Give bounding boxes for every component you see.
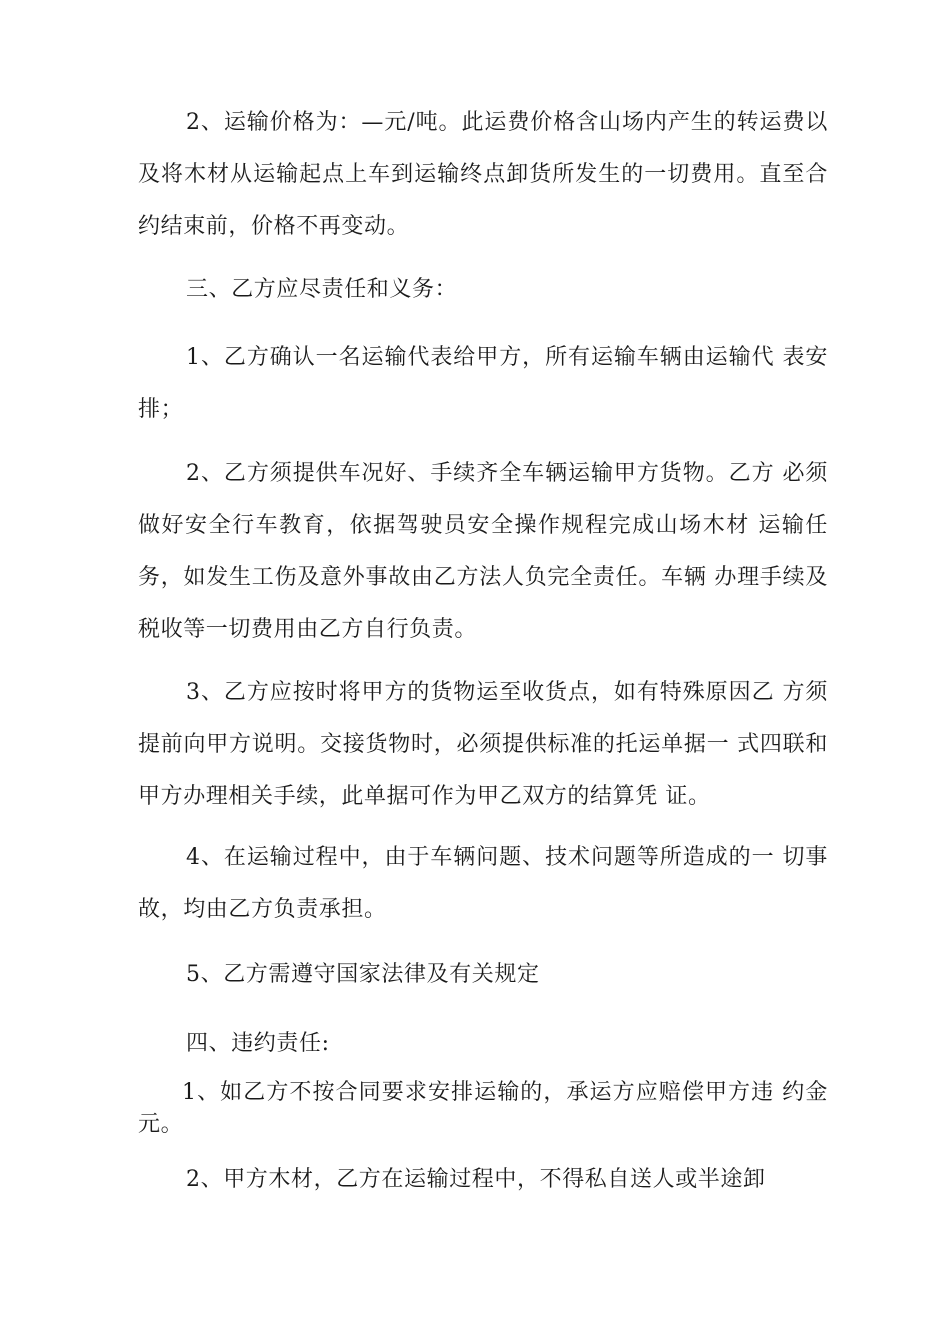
paragraph-timber-handling: 2、甲方木材，乙方在运输过程中，不得私自送人或半途卸	[186, 1167, 766, 1192]
paragraph-accident-liability: 4、在运输过程中，由于车辆问题、技术问题等所造成的一 切事故，均由乙方负责承担。	[138, 845, 828, 922]
heading-party-b-duties: 三、乙方应尽责任和义务：	[186, 277, 458, 302]
paragraph-vehicle-requirements: 2、乙方须提供车况好、手续齐全车辆运输甲方货物。乙方 必须做好安全行车教育，依据驾驶员安全操作规程完成山场木材 运输任务，如发生工伤及意外事故由乙方法人负完全责任。车辆 办理手续及税收等一切费用由乙方自行负责。	[138, 461, 828, 642]
paragraph-penalty: 1、如乙方不按合同要求安排运输的，承运方应赔偿甲方违 约金 元。	[138, 1080, 828, 1137]
paragraph-legal-compliance: 5、乙方需遵守国家法律及有关规定	[186, 962, 540, 987]
paragraph-transport-representative: 1、乙方确认一名运输代表给甲方，所有运输车辆由运输代 表安排；	[138, 345, 828, 422]
paragraph-transport-price: 2、运输价格为：—元/吨。此运费价格含山场内产生的转运费以及将木材从运输起点上车到运输终点卸货所发生的一切费用。直至合约结束前，价格不再变动。	[138, 110, 828, 239]
paragraph-delivery-timing: 3、乙方应按时将甲方的货物运至收货点，如有特殊原因乙 方须提前向甲方说明。交接货物时，必须提供标准的托运单据一 式四联和甲方办理相关手续，此单据可作为甲乙双方的结算凭 证。	[138, 680, 828, 809]
heading-breach-liability: 四、违约责任:	[186, 1031, 330, 1056]
